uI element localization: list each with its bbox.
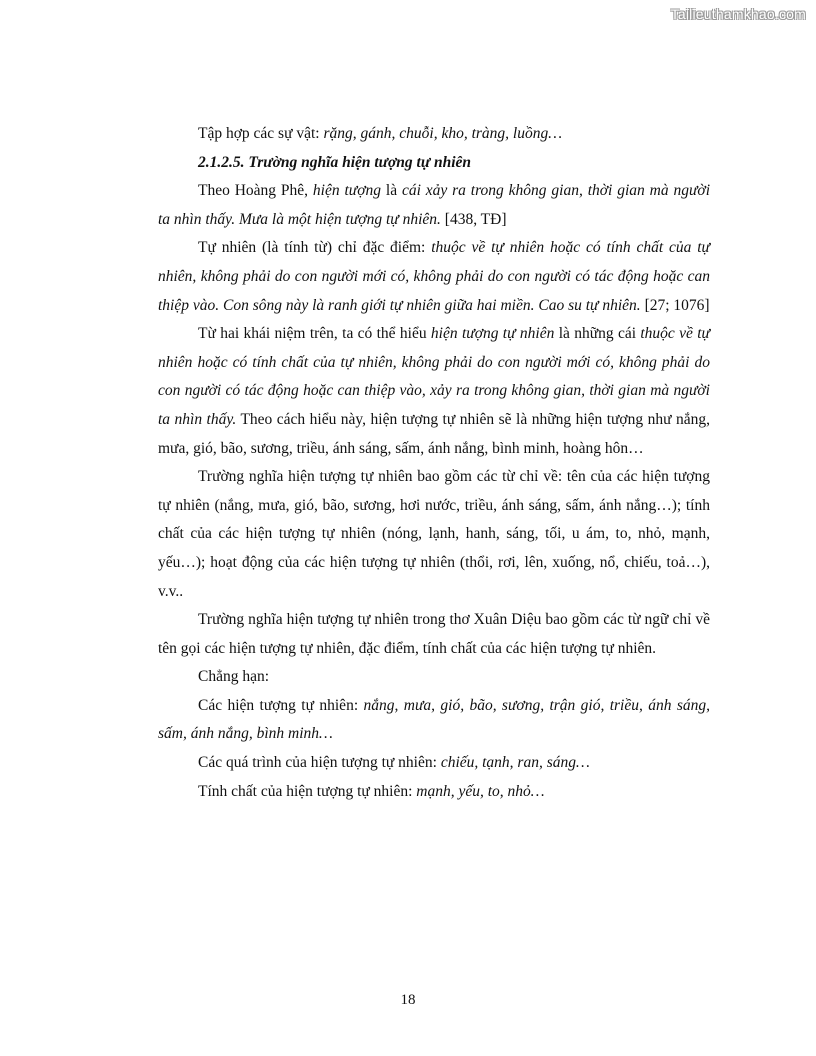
paragraph-field-contents: Trường nghĩa hiện tượng tự nhiên bao gồm các từ chỉ về: tên của các hiện tượng tự nhiên (nắng, mưa, gió, bão, sương, hơi nước, triều, ánh sáng, sấm, ánh nắng…); tính chất của các hiện tượng tự nhiên (nóng, lạnh, hanh, sáng, tối, u ám, to, nhỏ, mạnh, yếu…); hoạt động của các hiện tượng tự nhiên (thổi, rơi, lên, xuống, nổ, chiếu, toả…), v.v..: [158, 468, 710, 600]
section-heading: 2.1.2.5. Trường nghĩa hiện tượng tự nhiên: [198, 153, 472, 171]
paragraph-properties-list: Tính chất của hiện tượng tự nhiên: mạnh, yếu, to, nhỏ…: [198, 782, 545, 800]
paragraph-definition-phenomenon: Theo Hoàng Phê, hiện tượng là cái xảy ra trong không gian, thời gian mà người ta nhìn thấy. Mưa là một hiện tượng tự nhiên. [438, TĐ]: [158, 182, 711, 228]
paragraph-processes-list: Các quá trình của hiện tượng tự nhiên: chiếu, tạnh, ran, sáng…: [198, 754, 590, 772]
paragraph-combined-definition: Từ hai khái niệm trên, ta có thể hiểu hiện tượng tự nhiên là những cái thuộc về tự nhiên hoặc có tính chất của tự nhiên, không phải do con người mới có, không phải do con người có tác động hoặc can thiệp vào, xảy ra trong không gian, thời gian mà người ta nhìn thấy. Theo cách hiểu này, hiện tượng tự nhiên sẽ là những hiện tượng như nắng, mưa, gió, bão, sương, triều, ánh sáng, sấm, ánh nắng, bình minh, hoàng hôn…: [158, 325, 710, 457]
document-body: [158, 120, 710, 806]
paragraph-xuan-dieu: Trường nghĩa hiện tượng tự nhiên trong thơ Xuân Diệu bao gồm các từ ngữ chỉ về tên gọi các hiện tượng tự nhiên, đặc điểm, tính chất của các hiện tượng tự nhiên.: [158, 611, 710, 657]
paragraph-set-of-things: Tập hợp các sự vật: rặng, gánh, chuỗi, kho, tràng, luồng…: [198, 125, 563, 142]
paragraph-phenomena-list: Các hiện tượng tự nhiên: nắng, mưa, gió, bão, sương, trận gió, triều, ánh sáng, sấm, ánh nắng, bình minh…: [158, 696, 710, 743]
watermark: Tailieuthamkhao.com: [670, 6, 806, 22]
page-number: 18: [400, 992, 416, 1008]
paragraph-for-example: Chẳng hạn:: [198, 668, 270, 686]
paragraph-definition-natural: Tự nhiên (là tính từ) chỉ đặc điểm: thuộc về tự nhiên hoặc có tính chất của tự nhiên, không phải do con người mới có, không phải do con người có tác động hoặc can thiệp vào. Con sông này là ranh giới tự nhiên giữa hai miền. Cao su tự nhiên. [27; 1076]: [158, 239, 710, 314]
